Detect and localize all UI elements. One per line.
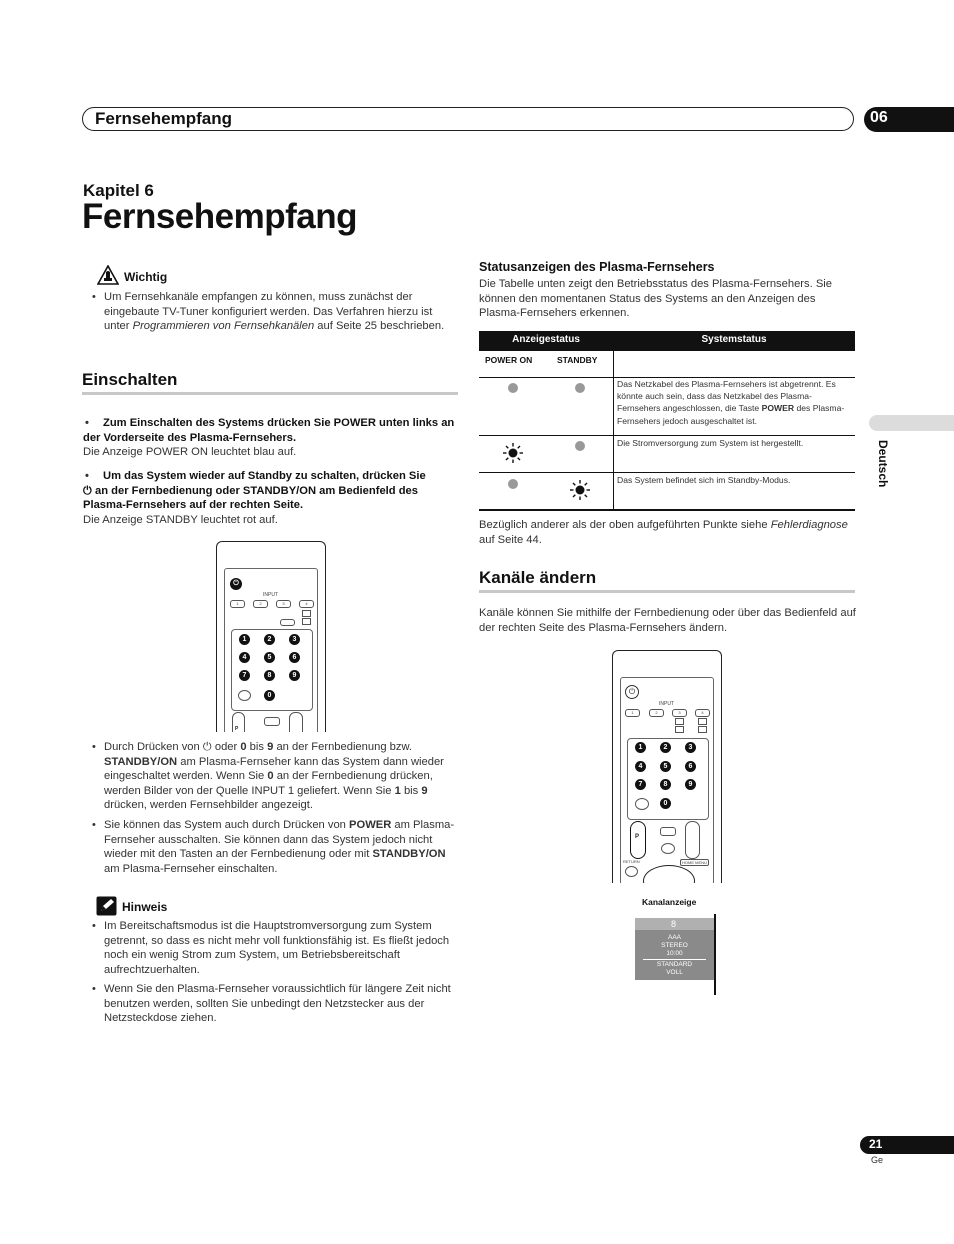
small-key-icon — [280, 619, 295, 626]
status-heading: Statusanzeigen des Plasma-Fernsehers — [479, 260, 715, 274]
home-menu-label: HOME MENU — [682, 860, 707, 865]
digit-3-button: 3 — [289, 634, 300, 645]
wichtig-text: Um Fernsehkanäle empfangen zu können, muss zunächst der eingebaute TV-Tuner konfiguriert werden. Das Verfahren hierzu ist unter Programmieren von Fernsehkanälen auf Seite 25 beschrieben. — [104, 291, 445, 333]
hinweis-bullet-1: Im Bereitschaftsmodus ist die Hauptstromversorgung zum System getrennt, so dass es nicht mehr voll funktionsfähig ist. Es fließt jedoch noch ein wenig Strom zum System, um Betriebsbereitschaft aufrechtzuerhalten. — [104, 920, 450, 976]
channel-display — [635, 918, 714, 980]
chapter-label: Kapitel 6 — [83, 181, 154, 200]
channel-display-caption: Kanalanzeige — [642, 897, 697, 907]
digit-1-button: 1 — [635, 742, 646, 753]
display-picture-mode: STANDARD VOLL — [656, 961, 693, 976]
power-bullet-1: Durch Drücken von ⏻ oder 0 bis 9 an der Fernbedienung bzw. STANDBY/ON am Plasma-Fernseher kann das System dann wieder eingeschaltet werden. Wenn Sie 0 an der Fernbedienung drücken, werden Bilder von der Quelle INPUT 1 geliefert. Wenn Sie 1 bis 9 drücken, werden Fernsehbilder angezeigt. — [104, 741, 444, 812]
warning-icon — [97, 265, 119, 285]
language-label: Deutsch — [876, 440, 890, 488]
channel-rocker — [232, 712, 245, 732]
input-4-button: 4 — [299, 600, 314, 608]
bullet-dot: • — [92, 741, 96, 753]
remote-control-illustration — [612, 650, 722, 883]
power-bullet-2: Sie können das System auch durch Drücken von POWER am Plasma-Fernseher ausschalten. Sie können dann das System jedoch nicht wieder mit den Tasten an der Fernbedienung oder mit STANDBY/ON am Plasma-Fernseher einschalten. — [104, 819, 455, 875]
row2-status: Die Stromversorgung zum System ist hergestellt. — [617, 438, 804, 448]
small-key-icon — [698, 726, 707, 733]
small-key-icon — [302, 610, 311, 617]
einschalten-heading: Einschalten — [82, 370, 178, 389]
digit-4-button: 4 — [635, 761, 646, 772]
led-lit-icon — [570, 480, 590, 500]
kanaele-intro: Kanäle können Sie mithilfe der Fernbedienung oder über das Bedienfeld auf der rechten Seite des Plasma-Fernsehers ändern. — [479, 607, 856, 634]
digit-2-button: 2 — [660, 742, 671, 753]
digit-1-button: 1 — [239, 634, 250, 645]
digit-5-button: 5 — [660, 761, 671, 772]
small-key-icon — [302, 618, 311, 625]
digit-9-button: 9 — [685, 779, 696, 790]
page-lang-code: Ge — [871, 1155, 884, 1165]
digit-3-button: 3 — [685, 742, 696, 753]
sub-standby: STANDBY — [557, 355, 598, 365]
digit-6-button: 6 — [685, 761, 696, 772]
swap-key-icon — [264, 717, 280, 726]
input-1-button: 1 — [625, 709, 640, 717]
menu-key-icon — [635, 798, 649, 810]
step1-text: Zum Einschalten des Systems drücken Sie POWER unten links an der Vorderseite des Plasma-Fernsehers. Die Anzeige POWER ON leuchtet blau auf. — [83, 417, 455, 459]
row3-status: Das System befindet sich im Standby-Modus. — [617, 475, 791, 485]
note-pencil-icon — [96, 896, 117, 916]
row1-status: Das Netzkabel des Plasma-Fernsehers ist abgetrennt. Es könnte auch sein, dass das Netzkabel des Plasma-Fernsehers angeschlossen, die Taste POWER des Plasma-Fernsehers jedoch ausgeschaltet ist. — [617, 379, 845, 426]
led-lit-icon — [503, 443, 523, 463]
led-off-icon — [508, 383, 518, 393]
digit-4-button: 4 — [239, 652, 250, 663]
small-key-icon — [675, 726, 684, 733]
display-divider — [643, 959, 706, 960]
digit-0-button: 0 — [660, 798, 671, 809]
col-anzeigestatus: Anzeigestatus — [512, 334, 580, 345]
kanaele-heading: Kanäle ändern — [479, 568, 597, 587]
input-1-button: 1 — [230, 600, 245, 608]
digit-5-button: 5 — [264, 652, 275, 663]
sub-power-on: POWER ON — [485, 355, 533, 365]
input-2-button: 2 — [253, 600, 268, 608]
display-edge-rule — [714, 914, 716, 995]
volume-rocker — [685, 821, 700, 859]
digit-7-button: 7 — [239, 670, 250, 681]
mute-key-icon — [661, 843, 675, 854]
menu-key-icon — [238, 690, 251, 701]
bullet-dot: • — [92, 819, 96, 831]
bullet-dot: • — [92, 920, 96, 932]
table-bottom-rule — [479, 509, 855, 511]
page-number-tab — [860, 1136, 954, 1154]
standby-icon: ⏻ — [625, 685, 639, 699]
chapter-number: 06 — [870, 109, 888, 126]
row-divider — [479, 472, 855, 473]
volume-rocker — [289, 712, 303, 732]
step-bullet: • — [85, 470, 89, 482]
status-intro: Die Tabelle unten zeigt den Betriebsstatus des Plasma-Fernsehers. Sie können den momentanen Status des Systems an den Anzeigen des Plasma-Fernsehers erkennen. — [479, 278, 833, 320]
input-label: INPUT — [263, 592, 278, 598]
heading-rule — [82, 392, 458, 395]
channel-rocker — [630, 821, 646, 859]
status-footnote: Bezüglich anderer als der oben aufgeführten Punkte siehe Fehlerdiagnose auf Seite 44. — [479, 519, 848, 546]
digit-6-button: 6 — [289, 652, 300, 663]
col-systemstatus: Systemstatus — [701, 334, 767, 345]
swap-key-icon — [660, 827, 676, 836]
digit-0-button: 0 — [264, 690, 275, 701]
chapter-tab — [864, 107, 954, 132]
wichtig-label: Wichtig — [124, 270, 168, 284]
p-label: P — [235, 726, 239, 732]
language-tab — [869, 415, 954, 431]
input-4-button: 4 — [695, 709, 710, 717]
return-key-icon — [625, 866, 638, 877]
page-number: 21 — [869, 1137, 883, 1151]
hinweis-bullet-2: Wenn Sie den Plasma-Fernseher voraussichtlich für längere Zeit nicht benutzen werden, sollten Sie unbedingt den Netzstecker aus der Netzsteckdose ziehen. — [104, 983, 451, 1025]
status-table — [479, 331, 855, 511]
hinweis-label: Hinweis — [122, 900, 168, 914]
digit-8-button: 8 — [264, 670, 275, 681]
led-off-icon — [508, 479, 518, 489]
standby-icon: ⏻ — [230, 578, 242, 590]
led-off-icon — [575, 441, 585, 451]
digit-9-button: 9 — [289, 670, 300, 681]
bullet-dot: • — [92, 291, 96, 303]
digit-2-button: 2 — [264, 634, 275, 645]
step-bullet: • — [85, 417, 89, 429]
section-title: Fernsehempfang — [95, 109, 232, 128]
p-label: P — [635, 834, 640, 840]
channel-number: 8 — [671, 919, 677, 929]
small-key-icon — [698, 718, 707, 725]
led-off-icon — [575, 383, 585, 393]
step2-text: Um das System wieder auf Standby zu schalten, drücken Sie ⏻ an der Fernbedienung oder STANDBY/ON am Bedienfeld des Plasma-Fernsehers auf der rechten Seite. Die Anzeige STANDBY leuchtet rot auf. — [83, 470, 426, 526]
input-3-button: 3 — [672, 709, 687, 717]
display-info: AAA STEREO 10:00 — [661, 934, 688, 957]
input-2-button: 2 — [649, 709, 664, 717]
heading-rule — [479, 590, 855, 593]
input-label: INPUT — [659, 701, 674, 707]
remote-control-illustration — [216, 541, 326, 732]
small-key-icon — [675, 718, 684, 725]
section-header — [82, 107, 854, 131]
input-3-button: 3 — [276, 600, 291, 608]
return-label: RETURN — [623, 859, 640, 864]
row-divider — [479, 435, 855, 436]
bullet-dot: • — [92, 983, 96, 995]
page-title: Fernsehempfang — [82, 197, 357, 236]
digit-7-button: 7 — [635, 779, 646, 790]
column-divider — [613, 351, 614, 511]
digit-8-button: 8 — [660, 779, 671, 790]
